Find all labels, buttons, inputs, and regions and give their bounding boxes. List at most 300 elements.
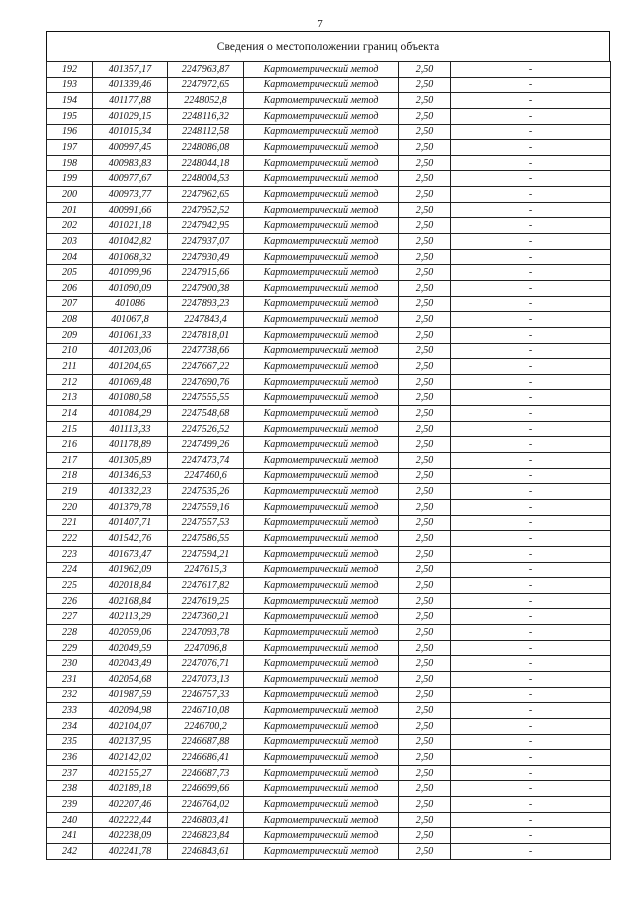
error-cell: 2,50 — [399, 844, 451, 860]
x-coordinate-cell: 400977,67 — [93, 171, 168, 187]
table-row — [47, 77, 611, 93]
method-cell: Картометрический метод — [244, 593, 399, 609]
y-coordinate-cell: 2247667,22 — [168, 359, 244, 375]
description-cell: - — [451, 625, 611, 641]
method-cell: Картометрический метод — [244, 265, 399, 281]
x-coordinate-cell: 401086 — [93, 296, 168, 312]
y-coordinate-cell: 2247548,68 — [168, 406, 244, 422]
y-coordinate-cell: 2246757,33 — [168, 687, 244, 703]
table-row — [47, 62, 611, 78]
error-cell: 2,50 — [399, 140, 451, 156]
x-coordinate-cell: 402094,98 — [93, 703, 168, 719]
error-cell: 2,50 — [399, 421, 451, 437]
point-number-cell: 206 — [47, 280, 93, 296]
x-coordinate-cell: 401673,47 — [93, 546, 168, 562]
description-cell: - — [451, 828, 611, 844]
point-number-cell: 194 — [47, 93, 93, 109]
y-coordinate-cell: 2247893,23 — [168, 296, 244, 312]
method-cell: Картометрический метод — [244, 640, 399, 656]
y-coordinate-cell: 2247535,26 — [168, 484, 244, 500]
error-cell: 2,50 — [399, 187, 451, 203]
point-number-cell: 197 — [47, 140, 93, 156]
table-row — [47, 390, 611, 406]
x-coordinate-cell: 401177,88 — [93, 93, 168, 109]
x-coordinate-cell: 401084,29 — [93, 406, 168, 422]
x-coordinate-cell: 401379,78 — [93, 499, 168, 515]
table-row — [47, 656, 611, 672]
y-coordinate-cell: 2248112,58 — [168, 124, 244, 140]
table-row — [47, 453, 611, 469]
point-number-cell: 202 — [47, 218, 93, 234]
x-coordinate-cell: 401962,09 — [93, 562, 168, 578]
y-coordinate-cell: 2247586,55 — [168, 531, 244, 547]
coordinates-table — [46, 61, 611, 860]
error-cell: 2,50 — [399, 343, 451, 359]
method-cell: Картометрический метод — [244, 750, 399, 766]
method-cell: Картометрический метод — [244, 671, 399, 687]
x-coordinate-cell: 401407,71 — [93, 515, 168, 531]
x-coordinate-cell: 401061,33 — [93, 327, 168, 343]
table-row — [47, 687, 611, 703]
error-cell: 2,50 — [399, 797, 451, 813]
description-cell: - — [451, 296, 611, 312]
table-row — [47, 562, 611, 578]
method-cell: Картометрический метод — [244, 77, 399, 93]
table-row — [47, 374, 611, 390]
table-row — [47, 499, 611, 515]
error-cell: 2,50 — [399, 359, 451, 375]
table-row — [47, 515, 611, 531]
x-coordinate-cell: 401069,48 — [93, 374, 168, 390]
description-cell: - — [451, 437, 611, 453]
method-cell: Картометрический метод — [244, 609, 399, 625]
method-cell: Картометрический метод — [244, 453, 399, 469]
y-coordinate-cell: 2247930,49 — [168, 249, 244, 265]
x-coordinate-cell: 401339,46 — [93, 77, 168, 93]
error-cell: 2,50 — [399, 202, 451, 218]
description-cell: - — [451, 234, 611, 250]
point-number-cell: 224 — [47, 562, 93, 578]
method-cell: Картометрический метод — [244, 718, 399, 734]
table-row — [47, 327, 611, 343]
method-cell: Картометрический метод — [244, 312, 399, 328]
point-number-cell: 216 — [47, 437, 93, 453]
table-row — [47, 280, 611, 296]
method-cell: Картометрический метод — [244, 687, 399, 703]
x-coordinate-cell: 401099,96 — [93, 265, 168, 281]
description-cell: - — [451, 218, 611, 234]
error-cell: 2,50 — [399, 468, 451, 484]
description-cell: - — [451, 390, 611, 406]
table-row — [47, 171, 611, 187]
description-cell: - — [451, 187, 611, 203]
table-row — [47, 734, 611, 750]
x-coordinate-cell: 401987,59 — [93, 687, 168, 703]
method-cell: Картометрический метод — [244, 828, 399, 844]
description-cell: - — [451, 93, 611, 109]
description-cell: - — [451, 703, 611, 719]
point-number-cell: 218 — [47, 468, 93, 484]
error-cell: 2,50 — [399, 546, 451, 562]
x-coordinate-cell: 401203,06 — [93, 343, 168, 359]
error-cell: 2,50 — [399, 781, 451, 797]
x-coordinate-cell: 400983,83 — [93, 155, 168, 171]
method-cell: Картометрический метод — [244, 218, 399, 234]
method-cell: Картометрический метод — [244, 515, 399, 531]
y-coordinate-cell: 2246699,66 — [168, 781, 244, 797]
table-row — [47, 671, 611, 687]
table-row — [47, 155, 611, 171]
method-cell: Картометрический метод — [244, 93, 399, 109]
error-cell: 2,50 — [399, 296, 451, 312]
error-cell: 2,50 — [399, 750, 451, 766]
description-cell: - — [451, 468, 611, 484]
x-coordinate-cell: 402207,46 — [93, 797, 168, 813]
y-coordinate-cell: 2247559,16 — [168, 499, 244, 515]
point-number-cell: 211 — [47, 359, 93, 375]
point-number-cell: 228 — [47, 625, 93, 641]
point-number-cell: 196 — [47, 124, 93, 140]
point-number-cell: 226 — [47, 593, 93, 609]
y-coordinate-cell: 2247937,07 — [168, 234, 244, 250]
table-row — [47, 828, 611, 844]
y-coordinate-cell: 2247952,52 — [168, 202, 244, 218]
error-cell: 2,50 — [399, 390, 451, 406]
method-cell: Картометрический метод — [244, 406, 399, 422]
y-coordinate-cell: 2246700,2 — [168, 718, 244, 734]
x-coordinate-cell: 402241,78 — [93, 844, 168, 860]
error-cell: 2,50 — [399, 327, 451, 343]
x-coordinate-cell: 402168,84 — [93, 593, 168, 609]
table-row — [47, 108, 611, 124]
description-cell: - — [451, 718, 611, 734]
point-number-cell: 215 — [47, 421, 93, 437]
method-cell: Картометрический метод — [244, 781, 399, 797]
point-number-cell: 214 — [47, 406, 93, 422]
description-cell: - — [451, 280, 611, 296]
y-coordinate-cell: 2247076,71 — [168, 656, 244, 672]
point-number-cell: 237 — [47, 765, 93, 781]
y-coordinate-cell: 2246687,88 — [168, 734, 244, 750]
x-coordinate-cell: 401113,33 — [93, 421, 168, 437]
error-cell: 2,50 — [399, 578, 451, 594]
x-coordinate-cell: 402054,68 — [93, 671, 168, 687]
description-cell: - — [451, 202, 611, 218]
x-coordinate-cell: 401068,32 — [93, 249, 168, 265]
method-cell: Картометрический метод — [244, 359, 399, 375]
y-coordinate-cell: 2247499,26 — [168, 437, 244, 453]
x-coordinate-cell: 402104,07 — [93, 718, 168, 734]
description-cell: - — [451, 640, 611, 656]
table-row — [47, 468, 611, 484]
x-coordinate-cell: 401029,15 — [93, 108, 168, 124]
error-cell: 2,50 — [399, 406, 451, 422]
method-cell: Картометрический метод — [244, 327, 399, 343]
x-coordinate-cell: 401346,53 — [93, 468, 168, 484]
point-number-cell: 235 — [47, 734, 93, 750]
error-cell: 2,50 — [399, 265, 451, 281]
method-cell: Картометрический метод — [244, 140, 399, 156]
point-number-cell: 221 — [47, 515, 93, 531]
y-coordinate-cell: 2247096,8 — [168, 640, 244, 656]
error-cell: 2,50 — [399, 640, 451, 656]
table-row — [47, 640, 611, 656]
y-coordinate-cell: 2248116,32 — [168, 108, 244, 124]
table-row — [47, 593, 611, 609]
y-coordinate-cell: 2247915,66 — [168, 265, 244, 281]
table-row — [47, 609, 611, 625]
x-coordinate-cell: 402059,06 — [93, 625, 168, 641]
error-cell: 2,50 — [399, 656, 451, 672]
method-cell: Картометрический метод — [244, 531, 399, 547]
point-number-cell: 222 — [47, 531, 93, 547]
error-cell: 2,50 — [399, 124, 451, 140]
y-coordinate-cell: 2247460,6 — [168, 468, 244, 484]
boundary-table-sheet — [46, 31, 610, 860]
point-number-cell: 212 — [47, 374, 93, 390]
x-coordinate-cell: 400991,66 — [93, 202, 168, 218]
description-cell: - — [451, 515, 611, 531]
point-number-cell: 225 — [47, 578, 93, 594]
method-cell: Картометрический метод — [244, 421, 399, 437]
y-coordinate-cell: 2247963,87 — [168, 62, 244, 78]
error-cell: 2,50 — [399, 828, 451, 844]
description-cell: - — [451, 327, 611, 343]
x-coordinate-cell: 402189,18 — [93, 781, 168, 797]
table-row — [47, 750, 611, 766]
y-coordinate-cell: 2247473,74 — [168, 453, 244, 469]
error-cell: 2,50 — [399, 108, 451, 124]
error-cell: 2,50 — [399, 171, 451, 187]
y-coordinate-cell: 2246686,41 — [168, 750, 244, 766]
point-number-cell: 198 — [47, 155, 93, 171]
table-row — [47, 406, 611, 422]
y-coordinate-cell: 2246764,02 — [168, 797, 244, 813]
method-cell: Картометрический метод — [244, 562, 399, 578]
method-cell: Картометрический метод — [244, 374, 399, 390]
x-coordinate-cell: 401015,34 — [93, 124, 168, 140]
error-cell: 2,50 — [399, 593, 451, 609]
y-coordinate-cell: 2247818,01 — [168, 327, 244, 343]
description-cell: - — [451, 499, 611, 515]
x-coordinate-cell: 401305,89 — [93, 453, 168, 469]
point-number-cell: 207 — [47, 296, 93, 312]
x-coordinate-cell: 401204,65 — [93, 359, 168, 375]
description-cell: - — [451, 359, 611, 375]
table-row — [47, 359, 611, 375]
table-title: Сведения о местоположении границ объекта — [46, 31, 610, 61]
y-coordinate-cell: 2247360,21 — [168, 609, 244, 625]
method-cell: Картометрический метод — [244, 343, 399, 359]
method-cell: Картометрический метод — [244, 202, 399, 218]
description-cell: - — [451, 108, 611, 124]
point-number-cell: 217 — [47, 453, 93, 469]
y-coordinate-cell: 2247900,38 — [168, 280, 244, 296]
error-cell: 2,50 — [399, 562, 451, 578]
point-number-cell: 234 — [47, 718, 93, 734]
description-cell: - — [451, 844, 611, 860]
x-coordinate-cell: 402222,44 — [93, 812, 168, 828]
point-number-cell: 233 — [47, 703, 93, 719]
y-coordinate-cell: 2247738,66 — [168, 343, 244, 359]
method-cell: Картометрический метод — [244, 155, 399, 171]
table-row — [47, 625, 611, 641]
description-cell: - — [451, 656, 611, 672]
x-coordinate-cell: 402142,02 — [93, 750, 168, 766]
table-row — [47, 797, 611, 813]
description-cell: - — [451, 155, 611, 171]
description-cell: - — [451, 140, 611, 156]
x-coordinate-cell: 401542,76 — [93, 531, 168, 547]
table-row — [47, 343, 611, 359]
y-coordinate-cell: 2247073,13 — [168, 671, 244, 687]
point-number-cell: 220 — [47, 499, 93, 515]
x-coordinate-cell: 402049,59 — [93, 640, 168, 656]
point-number-cell: 227 — [47, 609, 93, 625]
method-cell: Картометрический метод — [244, 484, 399, 500]
y-coordinate-cell: 2247615,3 — [168, 562, 244, 578]
error-cell: 2,50 — [399, 687, 451, 703]
method-cell: Картометрический метод — [244, 390, 399, 406]
table-row — [47, 703, 611, 719]
x-coordinate-cell: 401021,18 — [93, 218, 168, 234]
y-coordinate-cell: 2248004,53 — [168, 171, 244, 187]
method-cell: Картометрический метод — [244, 280, 399, 296]
x-coordinate-cell: 401357,17 — [93, 62, 168, 78]
y-coordinate-cell: 2246803,41 — [168, 812, 244, 828]
point-number-cell: 240 — [47, 812, 93, 828]
table-row — [47, 312, 611, 328]
description-cell: - — [451, 312, 611, 328]
description-cell: - — [451, 124, 611, 140]
y-coordinate-cell: 2247843,4 — [168, 312, 244, 328]
method-cell: Картометрический метод — [244, 812, 399, 828]
table-row — [47, 202, 611, 218]
x-coordinate-cell: 402137,95 — [93, 734, 168, 750]
y-coordinate-cell: 2246687,73 — [168, 765, 244, 781]
point-number-cell: 231 — [47, 671, 93, 687]
y-coordinate-cell: 2248086,08 — [168, 140, 244, 156]
method-cell: Картометрический метод — [244, 62, 399, 78]
method-cell: Картометрический метод — [244, 437, 399, 453]
description-cell: - — [451, 687, 611, 703]
method-cell: Картометрический метод — [244, 656, 399, 672]
error-cell: 2,50 — [399, 625, 451, 641]
x-coordinate-cell: 401067,8 — [93, 312, 168, 328]
description-cell: - — [451, 77, 611, 93]
point-number-cell: 241 — [47, 828, 93, 844]
error-cell: 2,50 — [399, 734, 451, 750]
point-number-cell: 232 — [47, 687, 93, 703]
error-cell: 2,50 — [399, 374, 451, 390]
y-coordinate-cell: 2247093,78 — [168, 625, 244, 641]
x-coordinate-cell: 402113,29 — [93, 609, 168, 625]
error-cell: 2,50 — [399, 765, 451, 781]
y-coordinate-cell: 2247555,55 — [168, 390, 244, 406]
point-number-cell: 208 — [47, 312, 93, 328]
table-row — [47, 812, 611, 828]
description-cell: - — [451, 265, 611, 281]
point-number-cell: 201 — [47, 202, 93, 218]
description-cell: - — [451, 531, 611, 547]
description-cell: - — [451, 812, 611, 828]
description-cell: - — [451, 249, 611, 265]
error-cell: 2,50 — [399, 484, 451, 500]
table-row — [47, 484, 611, 500]
table-row — [47, 781, 611, 797]
table-row — [47, 234, 611, 250]
method-cell: Картометрический метод — [244, 468, 399, 484]
x-coordinate-cell: 402018,84 — [93, 578, 168, 594]
description-cell: - — [451, 374, 611, 390]
table-row — [47, 531, 611, 547]
method-cell: Картометрический метод — [244, 187, 399, 203]
description-cell: - — [451, 343, 611, 359]
description-cell: - — [451, 609, 611, 625]
point-number-cell: 199 — [47, 171, 93, 187]
x-coordinate-cell: 401332,23 — [93, 484, 168, 500]
y-coordinate-cell: 2246823,84 — [168, 828, 244, 844]
point-number-cell: 230 — [47, 656, 93, 672]
method-cell: Картометрический метод — [244, 578, 399, 594]
y-coordinate-cell: 2247557,53 — [168, 515, 244, 531]
method-cell: Картометрический метод — [244, 844, 399, 860]
y-coordinate-cell: 2247594,21 — [168, 546, 244, 562]
x-coordinate-cell: 400973,77 — [93, 187, 168, 203]
point-number-cell: 242 — [47, 844, 93, 860]
description-cell: - — [451, 765, 611, 781]
method-cell: Картометрический метод — [244, 703, 399, 719]
method-cell: Картометрический метод — [244, 234, 399, 250]
error-cell: 2,50 — [399, 280, 451, 296]
description-cell: - — [451, 797, 611, 813]
method-cell: Картометрический метод — [244, 625, 399, 641]
error-cell: 2,50 — [399, 671, 451, 687]
description-cell: - — [451, 734, 611, 750]
error-cell: 2,50 — [399, 155, 451, 171]
description-cell: - — [451, 453, 611, 469]
point-number-cell: 229 — [47, 640, 93, 656]
table-row — [47, 187, 611, 203]
error-cell: 2,50 — [399, 77, 451, 93]
point-number-cell: 236 — [47, 750, 93, 766]
point-number-cell: 204 — [47, 249, 93, 265]
description-cell: - — [451, 62, 611, 78]
error-cell: 2,50 — [399, 437, 451, 453]
table-row — [47, 124, 611, 140]
table-row — [47, 765, 611, 781]
point-number-cell: 200 — [47, 187, 93, 203]
point-number-cell: 195 — [47, 108, 93, 124]
page-number: 7 — [317, 18, 323, 30]
table-body — [47, 62, 611, 860]
description-cell: - — [451, 421, 611, 437]
point-number-cell: 193 — [47, 77, 93, 93]
point-number-cell: 239 — [47, 797, 93, 813]
point-number-cell: 219 — [47, 484, 93, 500]
description-cell: - — [451, 562, 611, 578]
description-cell: - — [451, 546, 611, 562]
error-cell: 2,50 — [399, 609, 451, 625]
error-cell: 2,50 — [399, 531, 451, 547]
method-cell: Картометрический метод — [244, 499, 399, 515]
error-cell: 2,50 — [399, 93, 451, 109]
y-coordinate-cell: 2247526,52 — [168, 421, 244, 437]
table-row — [47, 718, 611, 734]
table-row — [47, 437, 611, 453]
error-cell: 2,50 — [399, 718, 451, 734]
table-row — [47, 296, 611, 312]
